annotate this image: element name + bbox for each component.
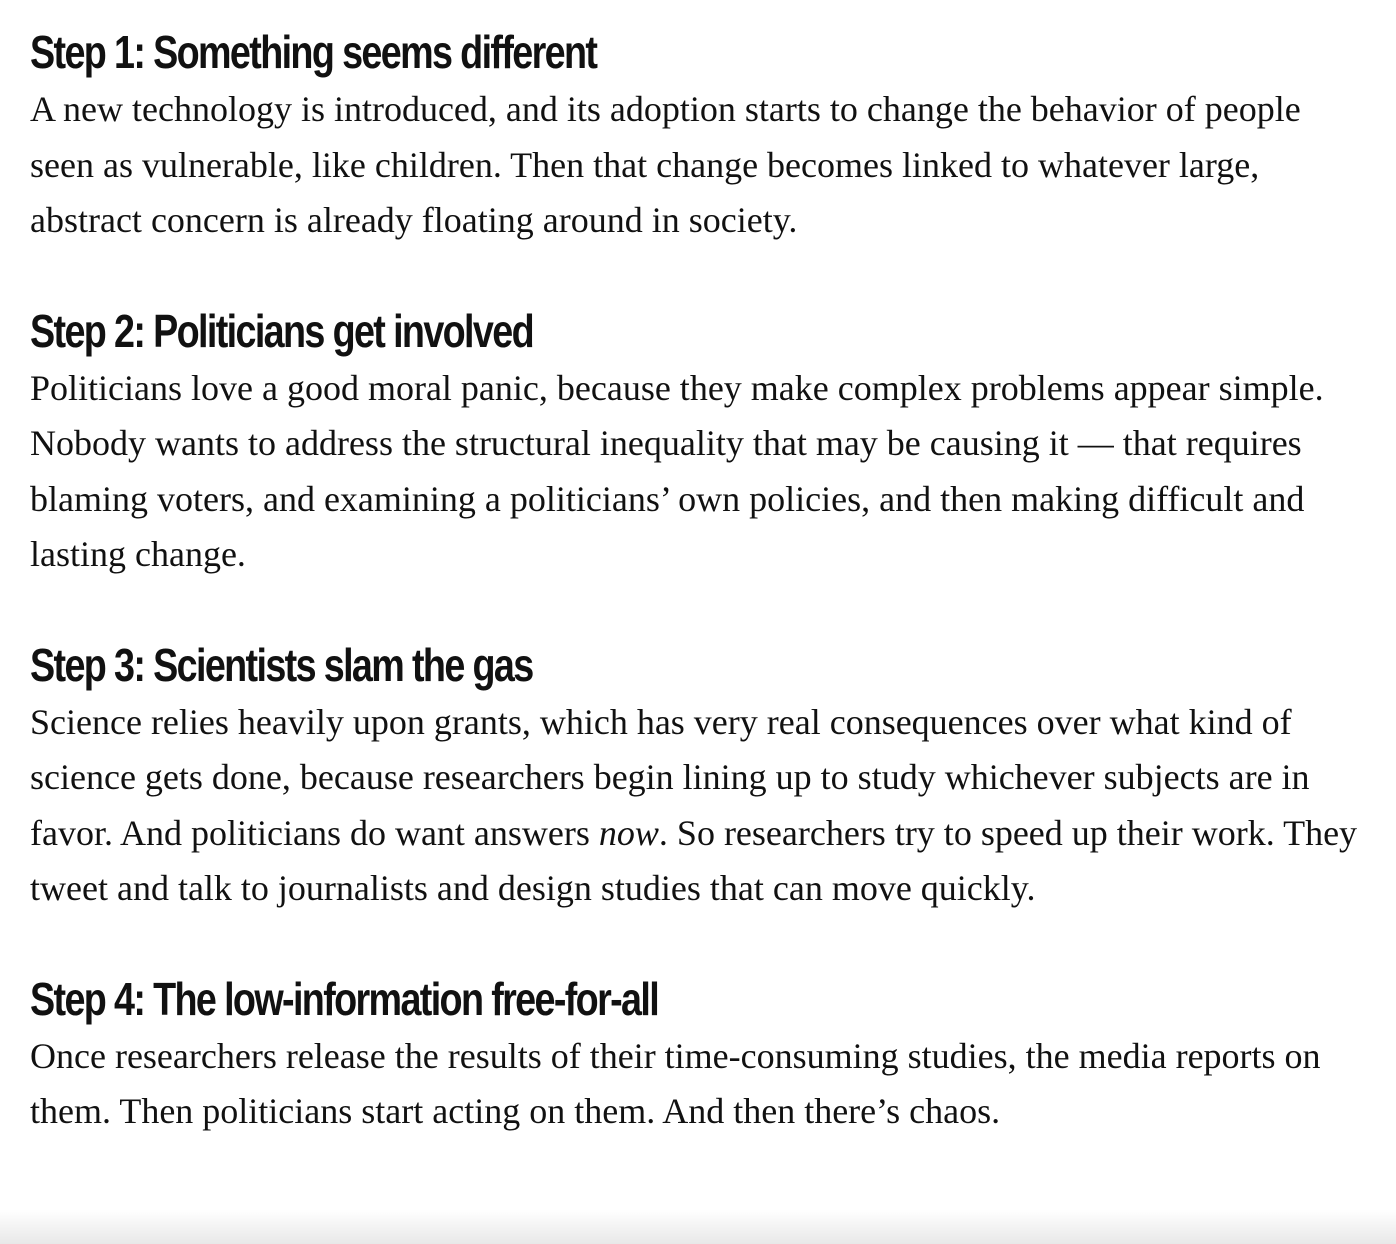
step-2-body: Politicians love a good moral panic, because they make complex problems appear simple. Nobody wants to address the structural inequality that may be causing it — that requires blaming voters, and examining a politicians’ own policies, and then making difficult and lasting change. (30, 367, 1324, 574)
step-3-body (30, 695, 1370, 917)
step-3-body-emphasis: now (598, 812, 659, 853)
step-4-heading: Step 4: The low-information free-for-all (30, 972, 659, 1025)
step-1-body: A new technology is introduced, and its adoption starts to change the behavior of people seen as vulnerable, like children. Then that change becomes linked to whatever large, abstract concern is already floating around in society. (30, 89, 1301, 240)
step-2-heading: Step 2: Politicians get involved (30, 304, 533, 357)
step-3-heading: Step 3: Scientists slam the gas (30, 638, 533, 691)
step-3-body-text-end: . So researchers try to speed up their work. They tweet and talk to journalists and design studies that can move quickly. (30, 812, 1358, 908)
step-1-section (30, 22, 1370, 249)
step-1-heading: Step 1: Something seems different (30, 26, 597, 78)
bottom-scroll-fade (0, 1210, 1396, 1244)
article-body (30, 22, 1370, 1192)
step-4-body: Once researchers release the results of their time-consuming studies, the media reports on them. Then politicians start acting on them. And then there’s chaos. (30, 1035, 1321, 1131)
step-2-section (30, 301, 1370, 583)
step-3-body-text-start: Science relies heavily upon grants, which has very real consequences over what kind of science gets done, because researchers begin lining up to study whichever subjects are in favor. And politicians do want answers (30, 701, 1310, 853)
step-3-section (30, 635, 1370, 917)
step-4-section (30, 969, 1370, 1140)
